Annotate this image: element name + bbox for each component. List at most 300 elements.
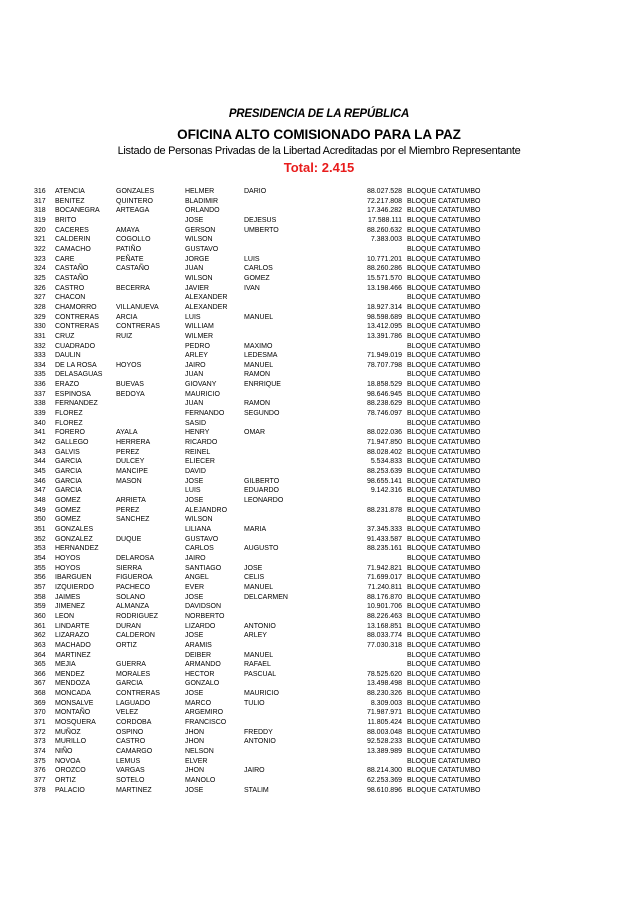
first-name: GUSTAVO bbox=[185, 245, 219, 253]
id-number: 15.571.570 bbox=[366, 274, 402, 282]
table-row bbox=[34, 486, 614, 496]
bloque: BLOQUE CATATUMBO bbox=[407, 535, 481, 543]
table-row bbox=[34, 631, 614, 641]
row-number: 356 bbox=[34, 574, 46, 582]
row-number: 340 bbox=[34, 419, 46, 427]
bloque: BLOQUE CATATUMBO bbox=[407, 525, 481, 533]
row-number: 353 bbox=[34, 545, 46, 553]
first-name: JORGE bbox=[185, 255, 210, 263]
first-name: DEIBER bbox=[185, 651, 212, 659]
first-surname: MOSQUERA bbox=[55, 719, 96, 727]
bloque: BLOQUE CATATUMBO bbox=[407, 545, 481, 553]
table-row bbox=[34, 457, 614, 467]
first-name: GUSTAVO bbox=[185, 535, 219, 543]
first-name: GIOVANY bbox=[185, 381, 217, 389]
bloque: BLOQUE CATATUMBO bbox=[407, 564, 481, 572]
table-row bbox=[34, 786, 614, 796]
id-number: 98.655.141 bbox=[366, 477, 402, 485]
row-number: 375 bbox=[34, 757, 46, 765]
first-surname: MONCADA bbox=[55, 690, 91, 698]
second-name: UMBERTO bbox=[244, 226, 279, 234]
id-number: 88.238.629 bbox=[366, 400, 402, 408]
second-name: MANUEL bbox=[244, 651, 274, 659]
id-number: 71.942.821 bbox=[366, 564, 402, 572]
table-row bbox=[34, 477, 614, 487]
second-surname: DURAN bbox=[116, 622, 141, 630]
second-name: GOMEZ bbox=[244, 274, 270, 282]
first-name: ALEXANDER bbox=[185, 303, 228, 311]
first-surname: FLOREZ bbox=[55, 410, 83, 418]
row-number: 331 bbox=[34, 332, 46, 340]
second-surname: CASTRO bbox=[116, 738, 146, 746]
table-row bbox=[34, 284, 614, 294]
second-name: CARLOS bbox=[244, 265, 273, 273]
table-row bbox=[34, 206, 614, 216]
row-number: 333 bbox=[34, 352, 46, 360]
second-surname: GONZALES bbox=[116, 188, 155, 195]
bloque: BLOQUE CATATUMBO bbox=[407, 303, 481, 311]
row-number: 328 bbox=[34, 303, 46, 311]
id-number: 91.433.587 bbox=[366, 535, 402, 543]
first-name: JAIRO bbox=[185, 554, 206, 562]
first-name: WILSON bbox=[185, 236, 213, 244]
first-surname: CHAMORRO bbox=[55, 303, 97, 311]
id-number: 88.003.048 bbox=[366, 728, 402, 736]
second-surname: PEREZ bbox=[116, 506, 140, 514]
id-number: 13.389.989 bbox=[366, 748, 402, 756]
second-surname: DELAROSA bbox=[116, 554, 155, 562]
table-row bbox=[34, 564, 614, 574]
table-row bbox=[34, 197, 614, 207]
table-row bbox=[34, 293, 614, 303]
id-number: 98.646.945 bbox=[366, 390, 402, 398]
bloque: BLOQUE CATATUMBO bbox=[407, 487, 481, 495]
second-surname: ARCIA bbox=[116, 313, 138, 321]
office-title: OFICINA ALTO COMISIONADO PARA LA PAZ bbox=[177, 127, 461, 142]
first-name: MARCO bbox=[185, 699, 212, 707]
first-surname: MONSALVE bbox=[55, 699, 94, 707]
table-row bbox=[34, 573, 614, 583]
bloque: BLOQUE CATATUMBO bbox=[407, 622, 481, 630]
bloque: BLOQUE CATATUMBO bbox=[407, 680, 481, 688]
id-number: 88.226.463 bbox=[366, 612, 402, 620]
first-surname: DE LA ROSA bbox=[55, 361, 97, 369]
bloque: BLOQUE CATATUMBO bbox=[407, 786, 481, 794]
row-number: 336 bbox=[34, 381, 46, 389]
row-number: 330 bbox=[34, 323, 46, 331]
bloque: BLOQUE CATATUMBO bbox=[407, 419, 481, 427]
second-name: ANTONIO bbox=[244, 738, 276, 746]
first-name: JAIRO bbox=[185, 361, 206, 369]
row-number: 322 bbox=[34, 245, 46, 253]
row-number: 357 bbox=[34, 583, 46, 591]
second-name: GILBERTO bbox=[244, 477, 280, 485]
id-number: 88.231.878 bbox=[366, 506, 402, 514]
second-surname: HOYOS bbox=[116, 361, 142, 369]
row-number: 335 bbox=[34, 371, 46, 379]
id-number: 88.230.326 bbox=[366, 690, 402, 698]
id-number: 92.528.233 bbox=[366, 738, 402, 746]
second-name: DELCARMEN bbox=[244, 593, 288, 601]
second-name: MANUEL bbox=[244, 361, 274, 369]
first-surname: GALVIS bbox=[55, 448, 80, 456]
first-surname: BENITEZ bbox=[55, 197, 85, 205]
first-surname: CASTRO bbox=[55, 284, 85, 292]
second-name: LEONARDO bbox=[244, 497, 284, 504]
bloque: BLOQUE CATATUMBO bbox=[407, 245, 481, 253]
presidency-title: PRESIDENCIA DE LA REPÚBLICA bbox=[228, 108, 410, 120]
table-row bbox=[34, 728, 614, 738]
row-number: 369 bbox=[34, 699, 46, 707]
table-row bbox=[34, 428, 614, 438]
table-row bbox=[34, 554, 614, 564]
first-surname: DELASAGUAS bbox=[55, 371, 103, 379]
row-number: 366 bbox=[34, 670, 46, 678]
second-surname: MANCIPE bbox=[116, 468, 148, 476]
first-surname: BRITO bbox=[55, 216, 77, 224]
bloque: BLOQUE CATATUMBO bbox=[407, 458, 481, 466]
first-surname: JAIMES bbox=[55, 593, 81, 601]
second-name: LEDESMA bbox=[244, 352, 278, 360]
row-number: 354 bbox=[34, 554, 46, 562]
bloque: BLOQUE CATATUMBO bbox=[407, 709, 481, 717]
bloque: BLOQUE CATATUMBO bbox=[407, 284, 481, 292]
first-name: CARLOS bbox=[185, 545, 214, 553]
row-number: 317 bbox=[34, 197, 46, 205]
second-surname: MORALES bbox=[116, 670, 151, 678]
table-row bbox=[34, 766, 614, 776]
table-row bbox=[34, 641, 614, 651]
id-number: 88.260.286 bbox=[366, 265, 402, 273]
first-surname: IZQUIERDO bbox=[55, 583, 94, 591]
first-surname: MUÑOZ bbox=[55, 728, 81, 736]
id-number: 78.525.620 bbox=[366, 670, 402, 678]
id-number: 71.699.017 bbox=[366, 574, 402, 582]
bloque: BLOQUE CATATUMBO bbox=[407, 207, 481, 215]
second-surname: PEÑATE bbox=[116, 255, 144, 263]
table-row bbox=[34, 322, 614, 332]
row-number: 339 bbox=[34, 410, 46, 418]
second-name: FREDDY bbox=[244, 728, 273, 736]
second-name: DEJESUS bbox=[244, 216, 277, 224]
second-surname: DUQUE bbox=[116, 535, 142, 543]
second-name: PASCUAL bbox=[244, 670, 277, 678]
table-row bbox=[34, 708, 614, 718]
bloque: BLOQUE CATATUMBO bbox=[407, 738, 481, 746]
second-surname: CASTAÑO bbox=[116, 265, 150, 273]
id-number: 71.240.811 bbox=[367, 583, 402, 591]
second-surname: CONTRERAS bbox=[116, 690, 160, 698]
bloque: BLOQUE CATATUMBO bbox=[407, 632, 481, 640]
first-surname: CUADRADO bbox=[55, 342, 96, 350]
table-row bbox=[34, 438, 614, 448]
row-number: 324 bbox=[34, 265, 46, 273]
second-name: STALIM bbox=[244, 786, 269, 794]
second-surname: BEDOYA bbox=[116, 390, 145, 398]
table-row bbox=[34, 660, 614, 670]
row-number: 358 bbox=[34, 593, 46, 601]
first-surname: CALDERIN bbox=[55, 236, 91, 244]
row-number: 377 bbox=[34, 777, 46, 785]
second-surname: CONTRERAS bbox=[116, 323, 160, 331]
id-number: 10.771.201 bbox=[366, 255, 402, 263]
table-row bbox=[34, 245, 614, 255]
bloque: BLOQUE CATATUMBO bbox=[407, 670, 481, 678]
id-number: 9.142.316 bbox=[370, 487, 402, 495]
table-row bbox=[34, 235, 614, 245]
row-number: 345 bbox=[34, 468, 46, 476]
first-surname: FERNANDEZ bbox=[55, 400, 98, 408]
id-number: 88.027.528 bbox=[366, 188, 402, 195]
bloque: BLOQUE CATATUMBO bbox=[407, 188, 481, 195]
first-name: ALEJANDRO bbox=[185, 506, 228, 514]
first-surname: GARCIA bbox=[55, 458, 82, 466]
first-name: WILLIAM bbox=[185, 323, 214, 331]
first-name: HELMER bbox=[185, 188, 215, 195]
table-row bbox=[34, 467, 614, 477]
table-row bbox=[34, 679, 614, 689]
first-name: ANGEL bbox=[185, 574, 209, 582]
first-name: NELSON bbox=[185, 748, 214, 756]
persons-table bbox=[34, 187, 614, 795]
first-name: WILSON bbox=[185, 516, 213, 524]
table-row bbox=[34, 612, 614, 622]
first-surname: LIZARAZO bbox=[55, 632, 90, 640]
row-number: 347 bbox=[34, 487, 46, 495]
first-surname: MONTAÑO bbox=[55, 709, 91, 717]
table-row bbox=[34, 496, 614, 506]
table-row bbox=[34, 515, 614, 525]
row-number: 325 bbox=[34, 274, 46, 282]
second-name: LUIS bbox=[244, 255, 260, 263]
first-name: LUIS bbox=[185, 487, 201, 495]
id-number: 17.346.282 bbox=[366, 207, 402, 215]
second-name: MAXIMO bbox=[244, 342, 273, 350]
id-number: 13.168.851 bbox=[366, 622, 402, 630]
table-row bbox=[34, 226, 614, 236]
row-number: 363 bbox=[34, 641, 46, 649]
bloque: BLOQUE CATATUMBO bbox=[407, 226, 481, 234]
second-surname: LEMUS bbox=[116, 757, 141, 765]
bloque: BLOQUE CATATUMBO bbox=[407, 748, 481, 756]
first-surname: CACERES bbox=[55, 226, 89, 234]
table-row bbox=[34, 689, 614, 699]
second-name: IVAN bbox=[244, 284, 260, 292]
second-surname: RODRIGUEZ bbox=[116, 612, 158, 620]
row-number: 373 bbox=[34, 738, 46, 746]
bloque: BLOQUE CATATUMBO bbox=[407, 429, 481, 437]
first-surname: OROZCO bbox=[55, 767, 86, 775]
first-name: LIZARDO bbox=[185, 622, 216, 630]
first-surname: ERAZO bbox=[55, 381, 80, 389]
second-surname: RUIZ bbox=[116, 332, 133, 340]
bloque: BLOQUE CATATUMBO bbox=[407, 468, 481, 476]
second-surname: HERRERA bbox=[116, 439, 151, 447]
second-surname: VARGAS bbox=[116, 767, 145, 775]
second-name: MAURICIO bbox=[244, 690, 279, 698]
row-number: 351 bbox=[34, 525, 46, 533]
bloque: BLOQUE CATATUMBO bbox=[407, 728, 481, 736]
id-number: 88.214.300 bbox=[366, 767, 402, 775]
bloque: BLOQUE CATATUMBO bbox=[407, 342, 481, 350]
second-surname: SOLANO bbox=[116, 593, 146, 601]
second-surname: AYALA bbox=[116, 429, 138, 437]
bloque: BLOQUE CATATUMBO bbox=[407, 274, 481, 282]
second-surname: ARRIETA bbox=[116, 497, 146, 504]
first-surname: GOMEZ bbox=[55, 506, 81, 514]
table-row bbox=[34, 313, 614, 323]
second-surname: DULCEY bbox=[116, 458, 145, 466]
first-surname: CARE bbox=[55, 255, 75, 263]
second-surname: VILLANUEVA bbox=[116, 303, 159, 311]
first-name: SASID bbox=[185, 419, 207, 427]
second-surname: SIERRA bbox=[116, 564, 143, 572]
row-number: 372 bbox=[34, 728, 46, 736]
bloque: BLOQUE CATATUMBO bbox=[407, 381, 481, 389]
first-name: EVER bbox=[185, 583, 205, 591]
row-number: 320 bbox=[34, 226, 46, 234]
id-number: 5.534.833 bbox=[370, 458, 402, 466]
first-name: LUIS bbox=[185, 313, 201, 321]
id-number: 62.253.369 bbox=[366, 777, 402, 785]
bloque: BLOQUE CATATUMBO bbox=[407, 361, 481, 369]
first-name: JOSE bbox=[185, 477, 204, 485]
second-surname: PATIÑO bbox=[116, 245, 142, 253]
second-surname: GUERRA bbox=[116, 661, 146, 669]
first-surname: MARTINEZ bbox=[55, 651, 91, 659]
first-name: FERNANDO bbox=[185, 410, 225, 418]
table-row bbox=[34, 593, 614, 603]
bloque: BLOQUE CATATUMBO bbox=[407, 497, 481, 504]
second-surname: MARTINEZ bbox=[116, 786, 152, 794]
table-row bbox=[34, 409, 614, 419]
row-number: 376 bbox=[34, 767, 46, 775]
table-row bbox=[34, 361, 614, 371]
first-surname: HOYOS bbox=[55, 554, 81, 562]
id-number: 71.949.019 bbox=[366, 352, 402, 360]
id-number: 18.927.314 bbox=[366, 303, 402, 311]
first-name: JOSE bbox=[185, 632, 204, 640]
bloque: BLOQUE CATATUMBO bbox=[407, 651, 481, 659]
bloque: BLOQUE CATATUMBO bbox=[407, 767, 481, 775]
bloque: BLOQUE CATATUMBO bbox=[407, 593, 481, 601]
first-surname: GALLEGO bbox=[55, 439, 89, 447]
table-row bbox=[34, 747, 614, 757]
row-number: 326 bbox=[34, 284, 46, 292]
first-surname: CHACON bbox=[55, 294, 86, 302]
list-subtitle: Listado de Personas Privadas de la Libertad Acreditadas por el Miembro Representante bbox=[117, 145, 521, 157]
bloque: BLOQUE CATATUMBO bbox=[407, 265, 481, 273]
table-row bbox=[34, 419, 614, 429]
bloque: BLOQUE CATATUMBO bbox=[407, 332, 481, 340]
second-surname: BUEVAS bbox=[116, 381, 144, 389]
row-number: 344 bbox=[34, 458, 46, 466]
first-surname: LINDARTE bbox=[55, 622, 90, 630]
id-number: 88.253.639 bbox=[366, 468, 402, 476]
first-surname: CASTAÑO bbox=[55, 274, 89, 282]
row-number: 352 bbox=[34, 535, 46, 543]
first-surname: GARCIA bbox=[55, 477, 82, 485]
table-row bbox=[34, 399, 614, 409]
first-surname: PALACIO bbox=[55, 786, 85, 794]
id-number: 78.746.097 bbox=[366, 410, 402, 418]
row-number: 316 bbox=[34, 188, 46, 195]
second-name: MANUEL bbox=[244, 313, 274, 321]
id-number: 11.805.424 bbox=[367, 719, 402, 727]
second-surname: SANCHEZ bbox=[116, 516, 150, 524]
second-surname: CORDOBA bbox=[116, 719, 152, 727]
second-name: TULIO bbox=[244, 699, 265, 707]
row-number: 368 bbox=[34, 690, 46, 698]
table-row bbox=[34, 274, 614, 284]
row-number: 349 bbox=[34, 506, 46, 514]
id-number: 13.412.095 bbox=[366, 323, 402, 331]
table-row bbox=[34, 718, 614, 728]
id-number: 13.498.498 bbox=[366, 680, 402, 688]
id-number: 18.858.529 bbox=[366, 381, 402, 389]
id-number: 7.383.003 bbox=[370, 236, 402, 244]
second-name: EDUARDO bbox=[244, 487, 280, 495]
first-surname: HERNANDEZ bbox=[55, 545, 99, 553]
id-number: 88.028.402 bbox=[366, 448, 402, 456]
table-row bbox=[34, 651, 614, 661]
first-name: JUAN bbox=[185, 265, 204, 273]
bloque: BLOQUE CATATUMBO bbox=[407, 757, 481, 765]
second-name: RAMON bbox=[244, 400, 271, 408]
first-name: JUAN bbox=[185, 400, 204, 408]
second-name: CELIS bbox=[244, 574, 265, 582]
bloque: BLOQUE CATATUMBO bbox=[407, 323, 481, 331]
bloque: BLOQUE CATATUMBO bbox=[407, 777, 481, 785]
row-number: 365 bbox=[34, 661, 46, 669]
row-number: 327 bbox=[34, 294, 46, 302]
bloque: BLOQUE CATATUMBO bbox=[407, 371, 481, 379]
bloque: BLOQUE CATATUMBO bbox=[407, 612, 481, 620]
id-number: 88.235.161 bbox=[366, 545, 402, 553]
second-surname: CAMARGO bbox=[116, 748, 153, 756]
id-number: 98.598.689 bbox=[366, 313, 402, 321]
second-surname: BECERRA bbox=[116, 284, 150, 292]
first-surname: GONZALEZ bbox=[55, 535, 93, 543]
bloque: BLOQUE CATATUMBO bbox=[407, 255, 481, 263]
second-name: ARLEY bbox=[244, 632, 267, 640]
first-surname: CONTRERAS bbox=[55, 323, 99, 331]
first-name: JUAN bbox=[185, 371, 204, 379]
bloque: BLOQUE CATATUMBO bbox=[407, 719, 481, 727]
table-row bbox=[34, 264, 614, 274]
first-name: JOSE bbox=[185, 497, 204, 504]
first-name: ELIECER bbox=[185, 458, 215, 466]
row-number: 329 bbox=[34, 313, 46, 321]
first-surname: HOYOS bbox=[55, 564, 81, 572]
bloque: BLOQUE CATATUMBO bbox=[407, 699, 481, 707]
first-surname: ATENCIA bbox=[55, 188, 85, 195]
first-surname: MEJIA bbox=[55, 661, 76, 669]
first-surname: ORTIZ bbox=[55, 777, 76, 785]
second-surname: ORTIZ bbox=[116, 641, 137, 649]
first-name: FRANCISCO bbox=[185, 719, 227, 727]
bloque: BLOQUE CATATUMBO bbox=[407, 236, 481, 244]
first-surname: GOMEZ bbox=[55, 497, 81, 504]
first-name: DAVID bbox=[185, 468, 206, 476]
id-number: 88.260.632 bbox=[366, 226, 402, 234]
first-name: NORBERTO bbox=[185, 612, 225, 620]
bloque: BLOQUE CATATUMBO bbox=[407, 477, 481, 485]
table-row bbox=[34, 303, 614, 313]
second-name: AUGUSTO bbox=[244, 545, 279, 553]
table-row bbox=[34, 622, 614, 632]
bloque: BLOQUE CATATUMBO bbox=[407, 313, 481, 321]
